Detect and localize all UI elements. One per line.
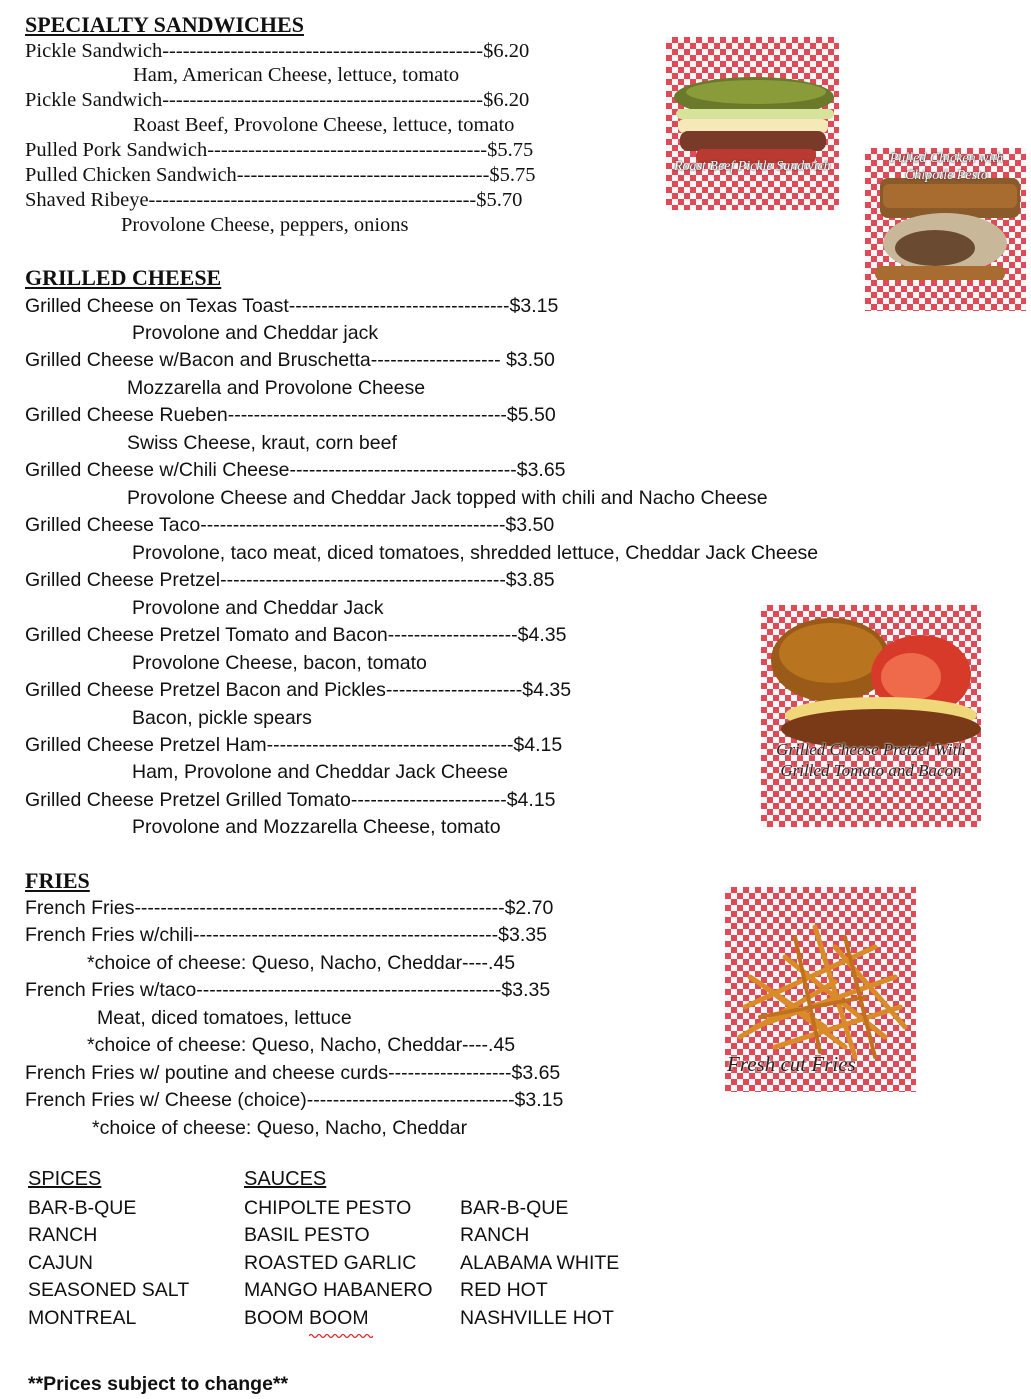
sauce-item: BASIL PESTO [244,1224,370,1246]
menu-item-line: Grilled Cheese Pretzel Tomato and Bacon--------------------$4.35 [25,624,567,646]
spice-item: RANCH [28,1224,98,1246]
menu-item-line: Shaved Ribeye------------------------------------------------$5.70 [25,189,523,211]
menu-item-line: French Fries w/chili-----------------------------------------------$3.35 [25,924,547,946]
menu-item-desc: Mozzarella and Provolone Cheese [127,377,426,399]
photo-caption: Grilled Cheese Pretzel With Grilled Tomato and Bacon [776,740,966,780]
photo-caption: Pulled Chicken with Chipotle Pesto [889,151,1004,183]
price-note: **Prices subject to change** [28,1373,289,1395]
menu-item-line: French Fries---------------------------------------------------------$2.70 [25,897,554,919]
spice-item: CAJUN [28,1252,94,1274]
sauce-item: ROASTED GARLIC [244,1252,417,1274]
menu-item-line: Pickle Sandwich-----------------------------------------------$6.20 [25,89,530,111]
menu-item-line: Pickle Sandwich-----------------------------------------------$6.20 [25,40,530,62]
menu-item-line: Grilled Cheese on Texas Toast----------------------------------$3.15 [25,295,559,317]
section-heading-grilled-cheese: GRILLED CHEESE [25,265,222,290]
spice-item: BAR-B-QUE [28,1197,137,1219]
photo-caption: Roast Beef Pickle Sandwich [674,159,831,174]
menu-item-line: Grilled Cheese Pretzel--------------------------------------------$3.85 [25,569,555,591]
menu-item-desc: *choice of cheese: Queso, Nacho, Cheddar----.45 [87,1034,516,1056]
menu-item-desc: Provolone Cheese, peppers, onions [121,214,409,236]
menu-item-desc: Provolone Cheese and Cheddar Jack topped with chili and Nacho Cheese [127,487,768,509]
menu-item-line: French Fries w/ poutine and cheese curds-------------------$3.65 [25,1062,561,1084]
menu-item-desc: Provolone and Cheddar Jack [132,597,384,619]
pulled-chicken-photo [865,148,1026,311]
menu-item-line: Grilled Cheese Rueben-------------------------------------------$5.50 [25,404,556,426]
sauce-item: RANCH [460,1224,530,1246]
menu-item-line: Pulled Chicken Sandwich-------------------------------------$5.75 [25,164,536,186]
menu-item-desc: Provolone Cheese, bacon, tomato [132,652,427,674]
spice-item: SEASONED SALT [28,1279,190,1301]
menu-item-line: Grilled Cheese w/Chili Cheese-----------------------------------$3.65 [25,459,566,481]
spice-item: MONTREAL [28,1307,137,1329]
menu-item-line: Grilled Cheese Pretzel Grilled Tomato------------------------$4.15 [25,789,556,811]
sauces-heading: SAUCES [244,1168,327,1190]
menu-item-line: French Fries w/ Cheese (choice)--------------------------------$3.15 [25,1089,564,1111]
menu-item-desc: *choice of cheese: Queso, Nacho, Cheddar [92,1117,468,1139]
sauce-item: BAR-B-QUE [460,1197,569,1219]
menu-item-desc: *choice of cheese: Queso, Nacho, Cheddar----.45 [87,952,516,974]
roast-beef-pickle-photo [666,37,839,210]
menu-item-line: Grilled Cheese w/Bacon and Bruschetta-------------------- $3.50 [25,349,555,371]
menu-item-line: Grilled Cheese Pretzel Ham--------------------------------------$4.15 [25,734,563,756]
menu-item-desc: Meat, diced tomatoes, lettuce [97,1007,352,1029]
menu-item-desc: Bacon, pickle spears [132,707,312,729]
fresh-cut-fries-photo [725,887,916,1092]
sauce-item-label: BOOM BOOM [244,1307,369,1329]
menu-item-desc: Ham, American Cheese, lettuce, tomato [133,64,460,86]
sauce-item: ALABAMA WHITE [460,1252,620,1274]
menu-item-line: Grilled Cheese Pretzel Bacon and Pickles---------------------$4.35 [25,679,572,701]
menu-item-desc: Provolone and Mozzarella Cheese, tomato [132,816,501,838]
menu-item-desc: Provolone and Cheddar jack [132,322,379,344]
sauce-item: RED HOT [460,1279,548,1301]
menu-item-desc: Provolone, taco meat, diced tomatoes, shredded lettuce, Cheddar Jack Cheese [132,542,819,564]
sauce-item: CHIPOLTE PESTO [244,1197,412,1219]
section-heading-specialty: SPECIALTY SANDWICHES [25,12,304,37]
sauce-item: NASHVILLE HOT [460,1307,614,1329]
menu-item-desc: Swiss Cheese, kraut, corn beef [127,432,397,454]
menu-item-desc: Roast Beef, Provolone Cheese, lettuce, tomato [133,114,515,136]
menu-item-line: Grilled Cheese Taco-----------------------------------------------$3.50 [25,514,555,536]
photo-caption: Fresh cut Fries [727,1052,856,1076]
menu-item-line: French Fries w/taco-----------------------------------------------$3.35 [25,979,551,1001]
spices-heading: SPICES [28,1168,102,1190]
menu-item-line: Pulled Pork Sandwich-----------------------------------------$5.75 [25,139,534,161]
menu-item-desc: Ham, Provolone and Cheddar Jack Cheese [132,761,509,783]
grilled-cheese-pretzel-photo [761,605,981,827]
spellcheck-underline [309,1326,373,1332]
sauce-item: MANGO HABANERO [244,1279,433,1301]
section-heading-fries: FRIES [25,868,90,893]
